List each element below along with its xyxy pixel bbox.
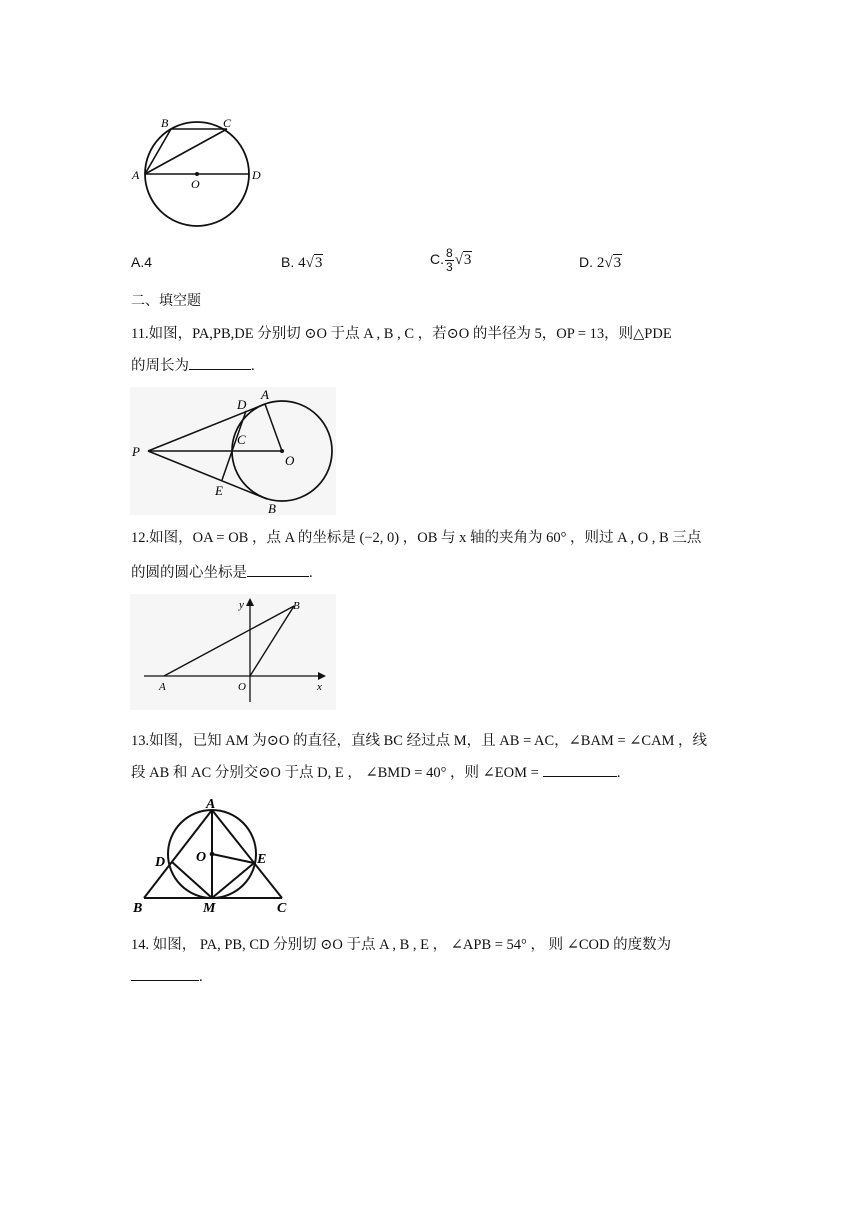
option-a-value: 4 bbox=[144, 254, 153, 270]
option-a bbox=[131, 254, 152, 270]
label-a: A bbox=[206, 797, 216, 812]
center-dot bbox=[280, 449, 284, 453]
q13-line2-text: 段 AB 和 AC 分别交⊙O 于点 D, E ， ∠BMD = 40° ，则 ∠EOM = bbox=[131, 765, 539, 781]
label-e: E bbox=[215, 483, 223, 498]
option-b-math: 4√3 bbox=[298, 255, 323, 271]
option-d-math: 2√3 bbox=[596, 255, 622, 271]
option-c-den: 3 bbox=[446, 260, 453, 274]
option-d-label: D. bbox=[579, 254, 593, 270]
q12-line1: 12.如图，OA = OB ，点 A 的坐标是 (−2, 0) ，OB 与 x 轴的夹角为 60° ，则过 A , O , B 三点 bbox=[131, 530, 702, 546]
q11-answer-blank[interactable] bbox=[189, 355, 251, 370]
figure-q13 bbox=[128, 795, 298, 917]
label-c: C bbox=[237, 432, 246, 447]
label-b: B bbox=[268, 501, 276, 516]
label-o: O bbox=[238, 681, 246, 693]
q14-line2 bbox=[131, 966, 203, 988]
q13-line1: 13.如图，已知 AM 为⊙O 的直径，直线 BC 经过点 M，且 AB = AC，∠BAM = ∠CAM ，线 bbox=[131, 733, 708, 749]
label-y: y bbox=[239, 599, 244, 611]
option-c-num: 8 bbox=[446, 246, 453, 260]
option-c bbox=[430, 247, 472, 274]
label-c: C bbox=[223, 116, 232, 130]
label-b: B bbox=[133, 901, 143, 916]
q14-answer-blank[interactable] bbox=[131, 966, 199, 981]
option-c-label: C. bbox=[430, 251, 444, 268]
option-c-fraction bbox=[445, 247, 454, 274]
option-b bbox=[281, 254, 323, 272]
label-a: A bbox=[261, 387, 269, 402]
q11-line2-end: . bbox=[251, 358, 255, 374]
center-dot bbox=[210, 852, 215, 857]
q11-line1: 11.如图，PA,PB,DE 分别切 ⊙O 于点 A , B , C ，若⊙O 的半径为 5，OP = 13，则△PDE bbox=[131, 326, 672, 342]
q12-line2-text: 的圆的圆心坐标是 bbox=[131, 565, 247, 581]
q11-line2-text: 的周长为 bbox=[131, 358, 189, 374]
q13-answer-blank[interactable] bbox=[543, 762, 617, 777]
q14-line2-end: . bbox=[199, 969, 203, 985]
label-m: M bbox=[203, 901, 216, 916]
center-dot bbox=[195, 172, 199, 176]
q14-line1: 14. 如图， PA, PB, CD 分别切 ⊙O 于点 A , B , E ， ∠APB = 54° ， 则 ∠COD 的度数为 bbox=[131, 937, 672, 953]
figure-q10 bbox=[128, 110, 273, 230]
option-c-rad: 3 bbox=[463, 252, 472, 269]
label-d: D bbox=[252, 168, 261, 182]
label-b: B bbox=[161, 116, 169, 130]
label-e: E bbox=[257, 852, 267, 867]
q13-line2-end: . bbox=[616, 765, 621, 781]
label-d: D bbox=[237, 397, 247, 412]
option-a-label: A. bbox=[131, 254, 145, 270]
option-d-coef: 2 bbox=[596, 255, 605, 271]
option-b-coef: 4 bbox=[298, 255, 306, 271]
option-b-label: B. bbox=[281, 254, 295, 270]
figure-q12 bbox=[128, 592, 338, 712]
figure-q11 bbox=[128, 385, 338, 517]
label-b: B bbox=[293, 600, 300, 612]
segment-ac bbox=[212, 810, 282, 898]
label-o: O bbox=[285, 453, 295, 468]
label-d: D bbox=[155, 855, 166, 870]
label-a: A bbox=[132, 168, 140, 182]
label-p: P bbox=[132, 444, 140, 459]
option-c-root: √3 bbox=[454, 252, 472, 269]
q11-line2 bbox=[131, 355, 255, 377]
label-c: C bbox=[277, 901, 287, 916]
q12-line2 bbox=[131, 562, 313, 584]
label-a: A bbox=[159, 681, 166, 693]
q12-answer-blank[interactable] bbox=[247, 562, 309, 577]
q13-line2 bbox=[131, 762, 620, 784]
option-b-rad: 3 bbox=[314, 255, 323, 271]
option-d-rad: 3 bbox=[613, 255, 622, 271]
option-d bbox=[579, 254, 622, 272]
label-x: x bbox=[317, 681, 322, 693]
section-title: 二、填空题 bbox=[131, 293, 201, 309]
q12-line2-end: . bbox=[309, 565, 313, 581]
label-o: O bbox=[191, 177, 200, 191]
label-o: O bbox=[196, 850, 207, 865]
